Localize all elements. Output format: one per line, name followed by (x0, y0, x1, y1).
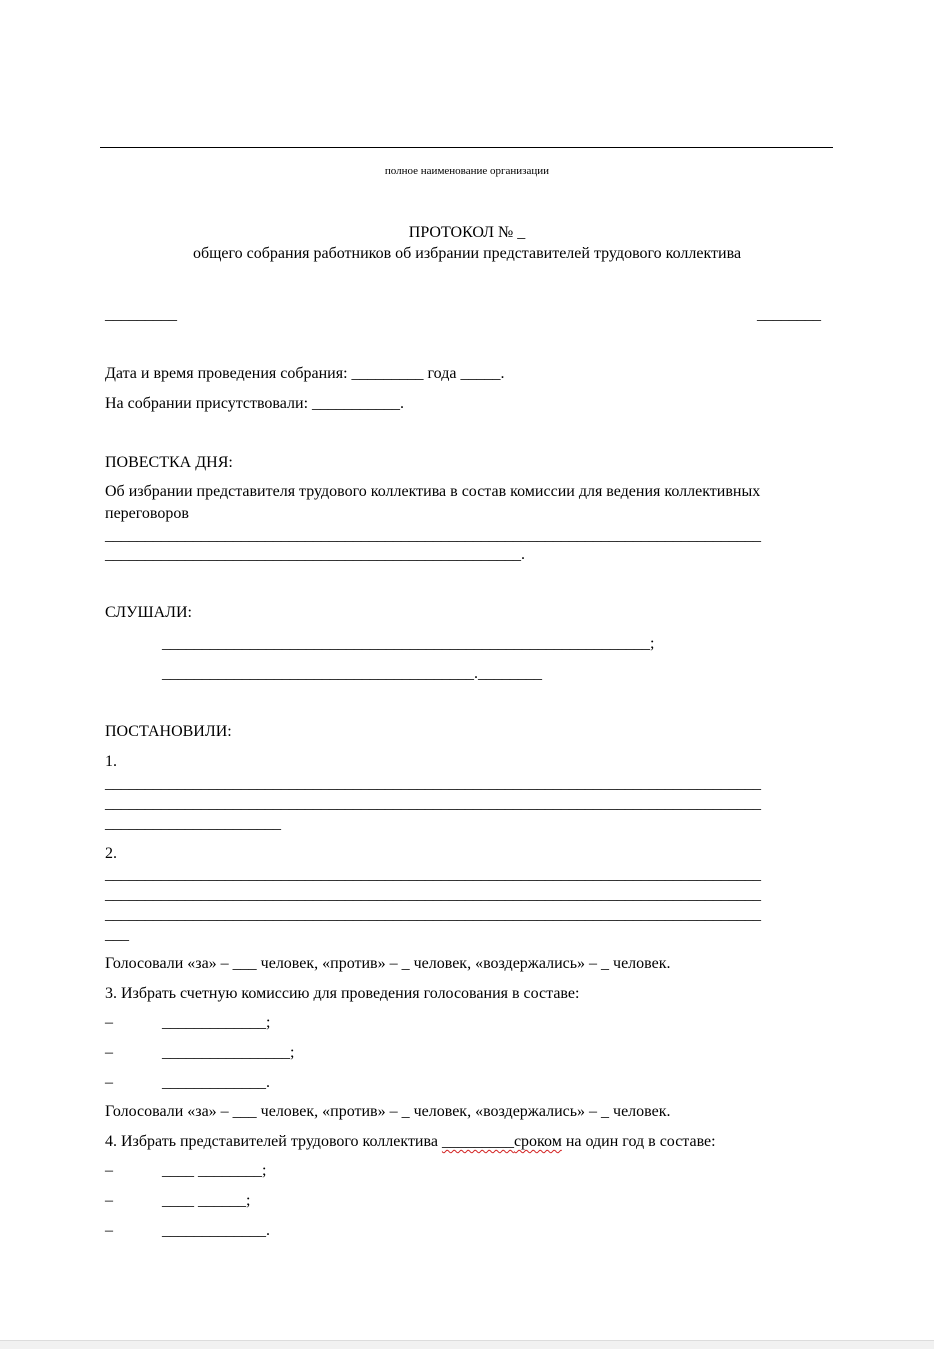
heard-heading: СЛУШАЛИ: (105, 604, 192, 621)
agenda-text-line2: переговоров (105, 505, 189, 522)
item3-member-2-dash: – (105, 1044, 113, 1061)
date-blank: ________ (757, 306, 821, 323)
item1-label: 1. (105, 753, 117, 770)
agenda-blank-line1: __________________________________________________________________________________ (105, 527, 761, 544)
heard-line2: _______________________________________.________ (162, 665, 542, 682)
item3-text: 3. Избрать счетную комиссию для проведения голосования в составе: (105, 985, 580, 1002)
item2-label: 2. (105, 845, 117, 862)
org-name-line (100, 147, 833, 148)
meeting-datetime: Дата и время проведения собрания: _________ года _____. (105, 365, 505, 382)
item4-member-1-dash: – (105, 1162, 113, 1179)
item3-member-2-blank: ________________; (162, 1044, 295, 1061)
agenda-heading: ПОВЕСТКА ДНЯ: (105, 454, 233, 471)
item4-term-word: сроком (513, 1133, 562, 1150)
agenda-blank-line2: ____________________________________________________. (105, 546, 525, 563)
item4-prefix: 4. Избрать представителей трудового коллектива (105, 1133, 438, 1150)
item2-blank-line1: __________________________________________________________________________________ (105, 866, 761, 883)
item4-member-2-dash: – (105, 1192, 113, 1209)
item1-blank-line3: ______________________ (105, 815, 281, 832)
item4-suffix: на один год в составе: (565, 1133, 716, 1150)
resolved-heading: ПОСТАНОВИЛИ: (105, 723, 232, 740)
item3-member-1-dash: – (105, 1014, 113, 1031)
agenda-text-line1: Об избрании представителя трудового коллектива в состав комиссии для ведения коллективных (105, 483, 761, 500)
item4-member-1-blank: ____ ________; (162, 1162, 267, 1179)
item3-member-1-blank: _____________; (162, 1014, 271, 1031)
place-blank: _________ (105, 306, 177, 323)
item1-blank-line2: __________________________________________________________________________________ (105, 795, 761, 812)
meeting-attendees: На собрании присутствовали: ___________. (105, 395, 405, 412)
org-name-caption: полное наименование организации (384, 165, 550, 177)
item4-term-blank: _________ (441, 1133, 514, 1150)
protocol-title: ПРОТОКОЛ № _ (408, 224, 526, 241)
vote-result-1: Голосовали «за» – ___ человек, «против» – _ человек, «воздержались» – _ человек. (105, 955, 671, 972)
item2-blank-line3: __________________________________________________________________________________ (105, 906, 761, 923)
item2-blank-line4: ___ (105, 926, 129, 943)
item4-text (105, 1133, 716, 1151)
vote-result-2: Голосовали «за» – ___ человек, «против» – _ человек, «воздержались» – _ человек. (105, 1103, 671, 1120)
protocol-subtitle: общего собрания работников об избрании представителей трудового коллектива (192, 245, 742, 262)
item4-member-3-dash: – (105, 1222, 113, 1239)
item1-blank-line1: __________________________________________________________________________________ (105, 775, 761, 792)
item2-blank-line2: __________________________________________________________________________________ (105, 886, 761, 903)
item4-member-3-blank: _____________. (162, 1222, 270, 1239)
item3-member-3-blank: _____________. (162, 1074, 270, 1091)
heard-line1: _____________________________________________________________; (162, 635, 655, 652)
item4-member-2-blank: ____ ______; (162, 1192, 251, 1209)
item3-member-3-dash: – (105, 1074, 113, 1091)
